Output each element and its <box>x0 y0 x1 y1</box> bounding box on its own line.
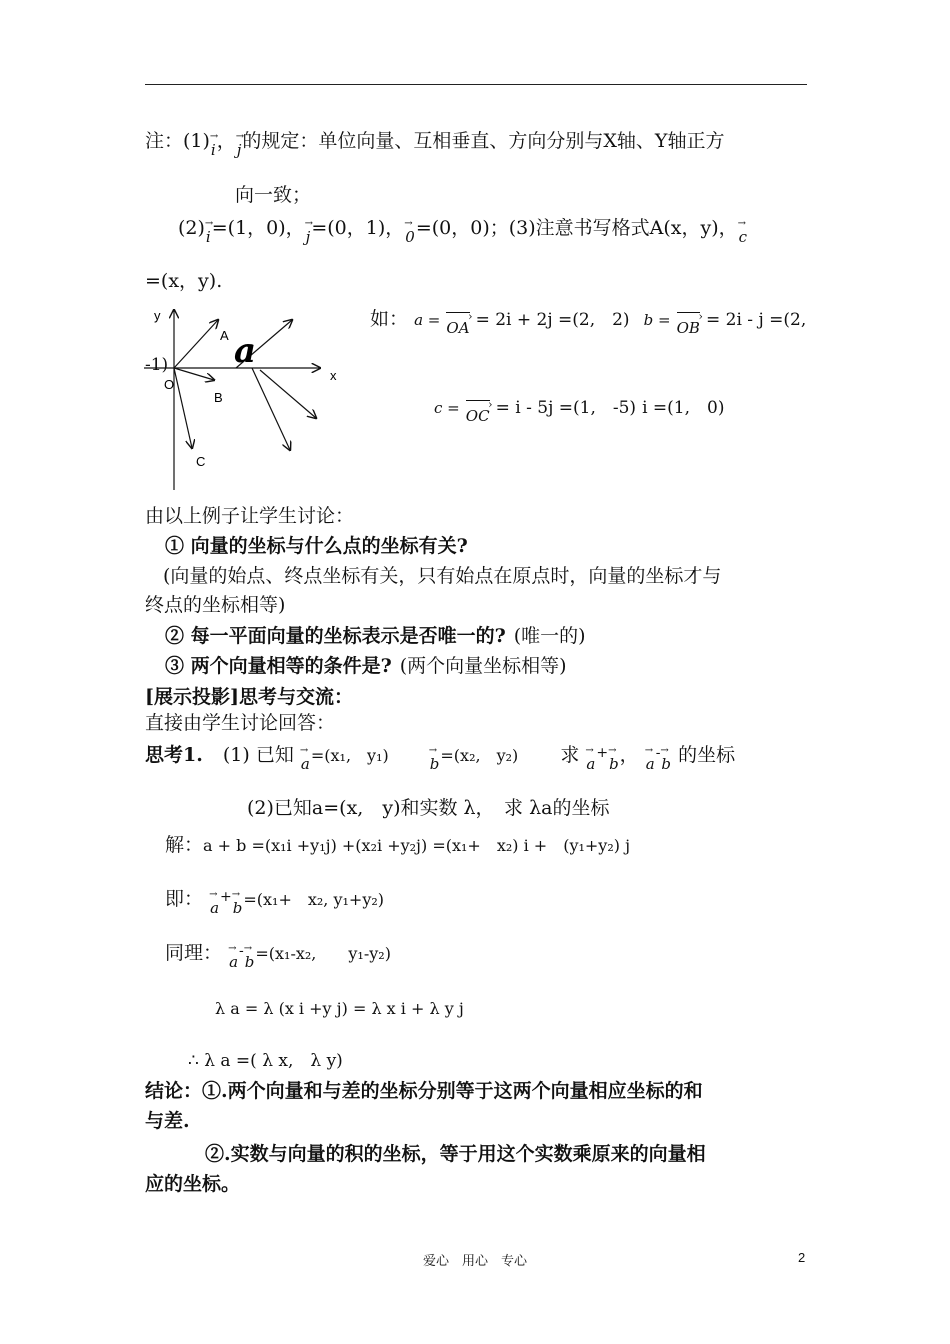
point-c-label: C <box>196 454 206 469</box>
conclusion-2-line-1: ②.实数与向量的积的坐标，等于用这个实数乘原来的向量相 <box>205 1143 706 1165</box>
vec-a: → a <box>585 751 596 777</box>
question-2-line <box>165 623 586 649</box>
vector-ob-label: OB › <box>677 315 700 341</box>
think-part-1: (1) 已知 <box>222 744 294 766</box>
conclusion-2-line-2: 应的坐标。 <box>145 1173 241 1195</box>
y-label: y <box>154 308 161 323</box>
vector-oa-label: OA › <box>446 315 469 341</box>
unit-vector-j: → j <box>305 224 312 250</box>
a-value: =(x₁, y₁) <box>310 746 389 765</box>
vec-a: → a <box>300 751 311 777</box>
vec-b: → b <box>429 751 441 777</box>
vector-b-value: = 2i - j =(2, <box>706 310 807 330</box>
think-label: 思考1. <box>145 744 203 766</box>
example-label: 如： <box>370 308 409 330</box>
note-line-3 <box>178 215 748 250</box>
vector-a-translated-3 <box>260 370 316 418</box>
vector-a-translated-2 <box>252 368 290 450</box>
think-1-line-1 <box>145 740 735 777</box>
solution-label: 解： <box>165 834 204 856</box>
tongli-expression: =(x₁-x₂, y₁-y₂) <box>255 944 391 963</box>
unit-vector-i: → i <box>210 137 217 163</box>
vec-a: → a <box>645 751 656 777</box>
page-number: 2 <box>798 1250 806 1265</box>
coord-text: 的坐标 <box>678 744 736 766</box>
ji-label: 即： <box>165 888 204 910</box>
origin-label: O <box>164 377 175 392</box>
vector-c-value: = i - 5j =(1, -5) <box>495 398 637 418</box>
j-value: =(0，1)， <box>311 217 405 239</box>
zero-value-and-format: =(0，0)；(3)注意书写格式A(x，y)， <box>415 217 738 239</box>
note-prefix: 注：(1) <box>145 130 210 152</box>
vector-a-value: = 2i + 2j =(2, 2) <box>475 310 630 330</box>
comma: ， <box>619 744 639 766</box>
answer-1-line-1: (向量的始点、终点坐标有关，只有始点在原点时，向量的坐标才与 <box>163 565 722 587</box>
tongli-line <box>165 938 391 975</box>
note-line-2: 向一致； <box>235 184 312 206</box>
vector-a-eq: a = <box>414 311 441 329</box>
think-1-line-2: (2)已知a=(x, y)和实数 λ， 求 λa的坐标 <box>247 797 610 819</box>
big-vector-a-label: a <box>234 331 257 371</box>
vec-b: → b <box>244 949 256 975</box>
header-rule <box>145 84 807 85</box>
question-3-line <box>165 653 567 679</box>
vector-b-eq: b = <box>643 311 671 329</box>
note-text: 的规定：单位向量、互相垂直、方向分别与X轴、Y轴正方 <box>242 130 725 152</box>
discussion-intro: 由以上例子让学生讨论： <box>145 505 355 527</box>
vec-b: → b <box>608 751 620 777</box>
vector-oc <box>174 368 192 448</box>
vec-b: → b <box>232 895 244 921</box>
vector-c: → c <box>738 224 748 250</box>
therefore-line: ∴ λ a =( λ x, λ y) <box>188 1051 343 1071</box>
footer-motto: 爱心 用心 专心 <box>422 1253 527 1268</box>
note-line-1 <box>145 128 724 163</box>
vec-b: → b <box>660 751 672 777</box>
point-b-label: B <box>214 390 223 405</box>
note-separator: ， <box>216 130 236 152</box>
plus-sign: + <box>220 889 232 905</box>
ji-expression: =(x₁+ x₂, y₁+y₂) <box>243 890 385 909</box>
ji-line <box>165 884 384 921</box>
solution-expression: a + b =(x₁i +y₁j) +(x₂i +y₂j) =(x₁+ x₂) i + (y₁+y₂) j <box>203 836 631 855</box>
direct-answer-line: 直接由学生讨论回答： <box>145 712 336 734</box>
seek-text: 求 <box>560 744 580 766</box>
lambda-line: λ a = λ (x i +y j) = λ x i + λ y j <box>215 999 464 1018</box>
conclusion-1-line-2: 与差. <box>145 1110 190 1132</box>
solution-line <box>165 832 630 859</box>
question-1: ① 向量的坐标与什么点的坐标有关? <box>165 535 468 557</box>
minus-sign: - <box>655 745 661 761</box>
answer-3: (两个向量坐标相等) <box>399 655 567 677</box>
tongli-label: 同理： <box>165 942 223 964</box>
zero-vector: → 0 <box>404 224 416 250</box>
unit-vector-j: → j <box>236 137 243 163</box>
example-line-1 <box>370 306 806 341</box>
unit-vector-i: → i <box>205 224 212 250</box>
vector-c-eq: c = <box>434 399 460 417</box>
note-item-2: (2) <box>178 217 205 239</box>
vector-ob <box>174 368 214 380</box>
question-2: ② 每一平面向量的坐标表示是否唯一的? <box>165 625 506 647</box>
vec-a: → a <box>209 895 220 921</box>
vector-i-value: i =(1, 0) <box>642 398 725 418</box>
minus-sign: - <box>239 943 244 959</box>
x-label: x <box>330 368 337 383</box>
coordinate-diagram <box>140 300 360 495</box>
example-b-tail: -1) <box>145 355 169 375</box>
answer-2: (唯一的) <box>513 625 586 647</box>
point-a-label: A <box>220 328 229 343</box>
example-line-2 <box>434 394 724 429</box>
b-value: =(x₂, y₂) <box>440 746 519 765</box>
vector-oa <box>174 320 218 368</box>
vector-oc-label: OC › <box>466 403 490 429</box>
conclusion-1-line-1: 结论：①.两个向量和与差的坐标分别等于这两个向量相应坐标的和 <box>145 1080 703 1102</box>
question-3: ③ 两个向量相等的条件是? <box>165 655 392 677</box>
answer-1-line-2: 终点的坐标相等) <box>145 594 286 616</box>
show-projection-heading: [展示投影]思考与交流： <box>145 686 353 708</box>
i-value: =(1，0)， <box>211 217 305 239</box>
plus-sign: + <box>596 745 609 761</box>
vec-a: → a <box>228 949 239 975</box>
note-line-4: =(x，y). <box>145 270 223 292</box>
